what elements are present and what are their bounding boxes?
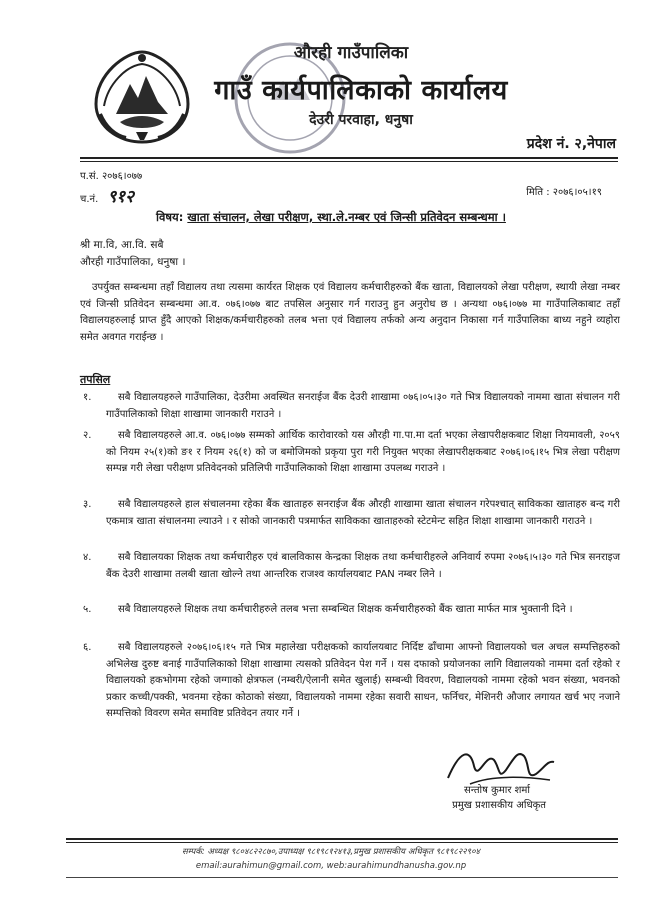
list-item-text: सबै विद्यालयहरुले आ.व. ०७६।०७७ सम्मको आर्थिक कारोवारको यस औरही गा.पा.मा दर्ता भएका लेखापरीक्षकबाट शिक्षा नियमावली, २०५९ को नियम २५(१)को ङ१ र नियम २६(१) को ज बमोजिमको प्रकृया पुरा गरी नियुक्त भएका लेखापरीक्षकबाट २०७६।०६।१५ भित्र लेखा परीक्षण सम्पन्न गरी लेखा परीक्षण प्रतिवेदनको प्रतिलिपी गाउँपालिकाको शिक्षा शाखामा उपलब्ध गराउने । — [106, 430, 620, 474]
list-item-number: ४. — [83, 552, 92, 563]
letter-subject — [0, 210, 662, 225]
dispatch-number-label: च.नं. — [80, 194, 99, 205]
footer-divider-thin — [66, 842, 618, 843]
dispatch-number — [80, 184, 134, 207]
list-item-text: सबै विद्यालयहरुले गाउँपालिका, देउरीमा अवस्थित सनराईज बैंक देउरी शाखामा ०७६।०५।३० गते भित्र विद्यालयको नाममा खाता संचालन गरी गाउँपालिकाको शिक्षा शाखामा जानकारी गराउने । — [106, 392, 620, 420]
list-item — [80, 550, 620, 583]
list-item-number: ५. — [83, 604, 92, 615]
letter-date: मिति : २०७६।०५।१९ — [526, 187, 602, 198]
subject-text: खाता संचालन, लेखा परीक्षण, स्था.ले.नम्बर एवं जिन्सी प्रतिवेदन सम्बन्धमा । — [187, 210, 506, 224]
addressee-line1: श्री मा.वि, आ.वि. सबै — [80, 239, 164, 251]
details-heading: तपसिल — [80, 373, 111, 386]
list-item-number: ३. — [83, 499, 92, 510]
office-address: देउरी परवाहा, धनुषा — [309, 112, 413, 128]
list-item-text: सबै विद्यालयहरुले हाल संचालनमा रहेका बैंक खाताहरु सनराईज बैंक औरही शाखामा खाता संचालन गरेपश्चात् साविकका खाताहरु बन्द गरी एकमात्र खाता संचालनमा ल्याउने । र सोको जानकारी पत्रमार्फत साविकका खाताहरुको स्टेटमेन्ट सहित शिक्षा शाखामा जानकारी गराउने । — [106, 499, 620, 527]
footer-contact: सम्पर्क: अध्यक्ष ९८०४८२२८७०,उपाध्यक्ष ९८१९८१२४१३,प्रमुख प्रशासकीय अधिकृत ९८१९८२२९०४ — [182, 847, 480, 857]
list-item — [80, 640, 620, 723]
footer-divider — [66, 838, 618, 840]
list-item-number: २. — [83, 430, 92, 441]
signatory-title: प्रमुख प्रशासकीय अधिकृत — [452, 800, 546, 811]
list-item-number: ६. — [83, 642, 92, 653]
footer-email-web: email:aurahimun@gmail.com, web:aurahimundhanusha.gov.np — [195, 861, 467, 871]
list-item-text: सबै विद्यालयका शिक्षक तथा कर्मचारीहरु एवं बालविकास केन्द्रका शिक्षक तथा कर्मचारीहरुले अनिवार्य रुपमा २०७६।५।३० गते भित्र सनराइज बैंक देउरी शाखामा तलबी खाता खोल्ने तथा आन्तरिक राजश्व कार्यालयबाट PAN नम्बर लिने । — [106, 552, 620, 580]
office-name-line1: औरही गाउँपालिका — [293, 43, 409, 63]
letter-reference-number: प.सं. २०७६।०७७ — [80, 171, 143, 182]
office-name-line2: गाउँ कार्यपालिकाको कार्यालय — [214, 75, 508, 106]
header-divider — [80, 157, 618, 159]
addressee-line2: औरही गाउँपालिका, धनुषा । — [80, 256, 186, 268]
intro-paragraph: उपर्युक्त सम्बन्धमा तहाँ विद्यालय तथा त्यसमा कार्यरत शिक्षक एवं विद्यालय कर्मचारीहरुको बैंक खाता, विद्यालयको लेखा परीक्षण, स्थायी लेखा नम्बर एवं जिन्सी प्रतिवेदन सम्बन्धमा आ.व. ०७६।०७७ बाट तपसिल अनुसार गर्न गराउनु हुन अनुरोध छ । अन्यथा ०७६।०७७ मा गाउँपालिकाबाट तहाँ विद्यालयहरुलाई प्राप्त हुँदै आएको शिक्षक/कर्मचारीहरुको तलब भत्ता एवं विद्यालय तर्फको अन्य अनुदान निकासा गर्न गाउँपालिका बाध्य नहुने व्यहोरा समेत अवगत गराईन्छ । — [80, 282, 620, 343]
signatory-name: सन्तोष कुमार शर्मा — [464, 785, 530, 796]
list-item-text: सबै विद्यालयहरुले शिक्षक तथा कर्मचारीहरुले तलब भत्ता सम्बन्धित शिक्षक कर्मचारीहरुको बैंक खाता मार्फत मात्र भुक्तानी दिने । — [118, 604, 573, 615]
header-divider-thin — [80, 161, 618, 162]
list-item-number: १. — [83, 392, 92, 403]
province-label: प्रदेश नं. २,नेपाल — [526, 136, 616, 152]
list-item — [80, 428, 620, 478]
dispatch-number-value: ९१२ — [107, 187, 134, 207]
footer-bottom-rule — [66, 877, 618, 878]
list-item — [80, 390, 620, 423]
list-item-text: सबै विद्यालयहरुले २०७६।०६।१५ गते भित्र महालेखा परीक्षकको कार्यालयबाट निर्दिष्ट ढाँचामा आफ्नो विद्यालयको चल अचल सम्पत्तिहरुको अभिलेख दुरुष्ट बनाई गाउँपालिकाको शिक्षा शाखामा त्यसको प्रतिवेदन पेश गर्ने । यस दफाको प्रयोजनका लागि विद्यालयको नाममा दर्ता रहेको र विद्यालयको हकभोगमा रहेको जग्गाको क्षेत्रफल (नम्बरी/ऐलानी समेत खुलाई) सम्बन्धी विवरण, विद्यालयको नाममा रहेको भवन संख्या, भवनको प्रकार कच्ची/पक्की, भवनमा रहेका कोठाको संख्या, विद्यालयको नाममा रहेका सवारी साधन, फर्निचर, मेशिनरी औजार लगायत खर्च भए नजाने सम्पत्तिको विवरण समेत समाविष्ट प्रतिवेदन तयार गर्ने । — [106, 642, 620, 719]
list-item — [80, 602, 620, 619]
list-item — [80, 497, 620, 530]
subject-label: विषय: — [156, 210, 184, 224]
